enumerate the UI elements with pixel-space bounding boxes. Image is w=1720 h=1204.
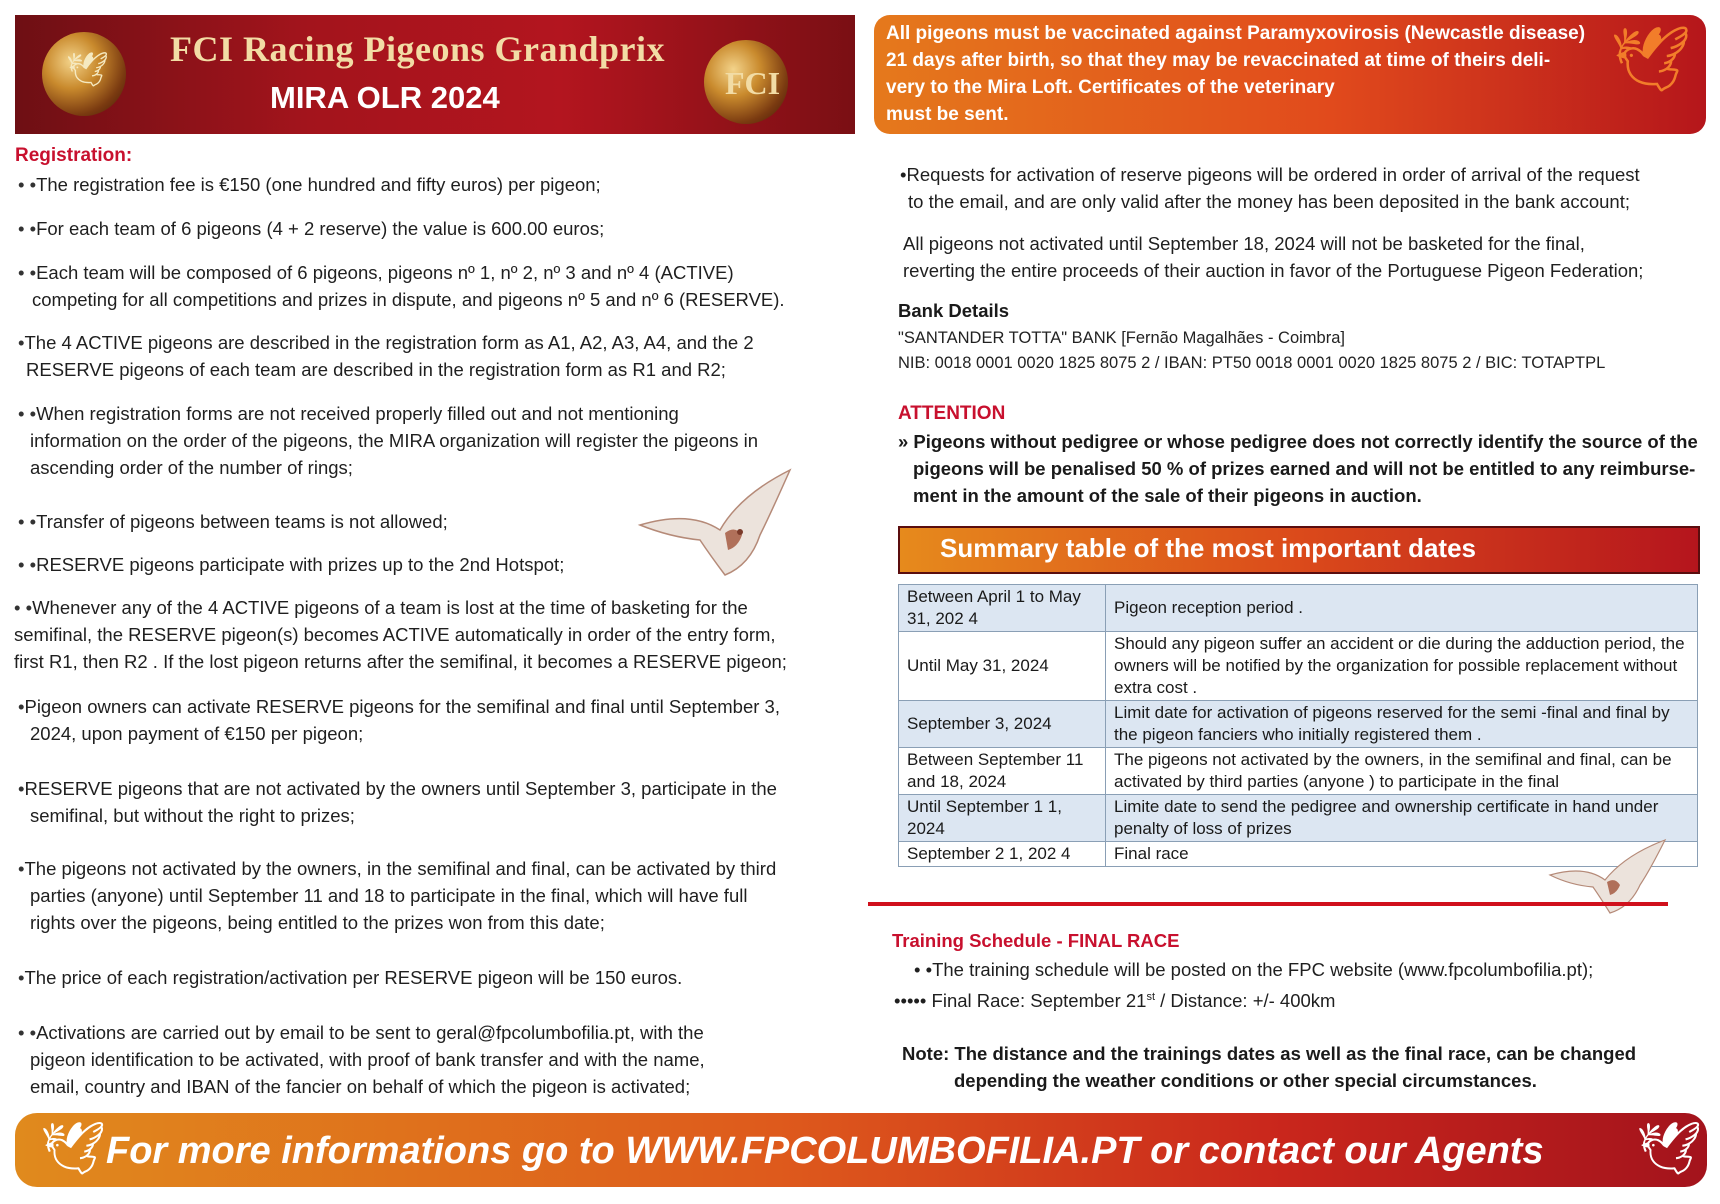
doves-icon: 🕊 [1610, 23, 1692, 95]
reg-item-7: • •RESERVE pigeons participate with prizes up to the 2nd Hotspot; [18, 554, 565, 575]
dove-left-icon: 🕊 [40, 1120, 107, 1178]
date-cell: Until May 31, 2024 [899, 632, 1106, 701]
bank-name: "SANTANDER TOTTA" BANK [Fernão Magalhães - Coimbra] [898, 329, 1345, 347]
not-activated-paragraph: All pigeons not activated until September 18, 2024 will not be basketed for the final, reverting the entire proceeds of their auction in favor of the Portuguese Pigeon Federation; [903, 233, 1644, 281]
date-cell: September 2 1, 202 4 [899, 842, 1106, 867]
dates-table [898, 584, 1698, 867]
desc-cell: Limit date for activation of pigeons reserved for the semi -final and final by the pigeon fanciers who initially registered them . [1106, 701, 1698, 748]
reg-item-3: • •Each team will be composed of 6 pigeons, pigeons nº 1, nº 2, nº 3 and nº 4 (ACTIVE) competing for all competitions and prizes in dispute, and pigeons nº 5 and nº 6 (RESERVE). [18, 262, 785, 310]
reg-item-4: •The 4 ACTIVE pigeons are described in the registration form as A1, A2, A3, A4, and the 2 RESERVE pigeons of each team are described in the registration form as R1 and R2; [18, 332, 754, 380]
banner-subtitle: MIRA OLR 2024 [270, 80, 500, 115]
flying-pigeon-illustration [630, 455, 830, 585]
desc-cell: The pigeons not activated by the owners, in the semifinal and final, can be activated by third parties (anyone ) to participate in the final [1106, 748, 1698, 795]
dove-icon: 🕊 [66, 51, 110, 89]
registration-title: Registration: [15, 145, 133, 166]
table-row [899, 632, 1698, 701]
attention-title: ATTENTION [898, 403, 1006, 424]
date-cell: Between September 11 and 18, 2024 [899, 748, 1106, 795]
reg-item-12: •The price of each registration/activation per RESERVE pigeon will be 150 euros. [18, 967, 683, 988]
training-item-1: • •The training schedule will be posted on the FPC website (www.fpcolumbofilia.pt); [914, 959, 1594, 980]
date-cell: Between April 1 to May 31, 202 4 [899, 585, 1106, 632]
reg-item-5: • •When registration forms are not received properly filled out and not mentioning information on the order of the pigeons, the MIRA organization will register the pigeons in ascending order of the number of rings; [18, 403, 759, 478]
banner-title: FCI Racing Pigeons Grandprix [170, 29, 666, 69]
desc-cell: Should any pigeon suffer an accident or die during the adduction period, the owners will be notified by the organization for possible replacement without extra cost . [1106, 632, 1698, 701]
fci-logo: FCI [725, 65, 781, 101]
reg-item-13: • •Activations are carried out by email to be sent to geral@fpcolumbofilia.pt, with the pigeon identification to be activated, with proof of bank transfer and with the name, email, country and IBAN of the fancier on behalf of which the pigeon is activated; [18, 1022, 705, 1097]
note-text: Note: The distance and the trainings dates as well as the final race, can be changed depending the weather conditions or other special circumstances. [902, 1043, 1637, 1091]
divider-line [868, 902, 1668, 906]
attention-text: » Pigeons without pedigree or whose pedigree does not correctly identify the source of the pigeons will be penalised 50 % of prizes earned and will not be entitled to any reimburse- ment in the amount of the sale of their pigeons in auction. [898, 431, 1698, 506]
table-row [899, 585, 1698, 632]
vaccination-text: All pigeons must be vaccinated against Paramyxovirosis (Newcastle disease) 21 days after birth, so that they may be revaccinated at time of theirs deli- very to the Mira Loft. Certificates of the veterinary must be sent. [886, 23, 1586, 125]
reg-item-9: •Pigeon owners can activate RESERVE pigeons for the semifinal and final until September 3, 2024, upon payment of €150 per pigeon; [18, 696, 780, 744]
summary-title: Summary table of the most important dates [940, 533, 1476, 563]
date-cell: September 3, 2024 [899, 701, 1106, 748]
requests-paragraph: •Requests for activation of reserve pigeons will be ordered in order of arrival of the request to the email, and are only valid after the money has been deposited in the bank account; [900, 164, 1640, 212]
desc-cell: Pigeon reception period . [1106, 585, 1698, 632]
reg-item-10: •RESERVE pigeons that are not activated by the owners until September 3, participate in the semifinal, but without the right to prizes; [18, 778, 777, 826]
training-item-2: ••••• Final Race: September 21st / Distance: +/- 400km [894, 990, 1336, 1012]
reg-item-8: • •Whenever any of the 4 ACTIVE pigeons of a team is lost at the time of basketing for the semifinal, the RESERVE pigeon(s) becomes ACTIVE automatically in order of the entry form, first R1, then R2 . If the lost pigeon returns after the semifinal, it becomes a RESERVE pigeon; [14, 597, 787, 672]
desc-cell: Final race [1106, 842, 1698, 867]
reg-item-1: • •The registration fee is €150 (one hundred and fifty euros) per pigeon; [18, 174, 601, 195]
bank-details-title: Bank Details [898, 300, 1010, 321]
table-row [899, 701, 1698, 748]
bank-numbers: NIB: 0018 0001 0020 1825 8075 2 / IBAN: PT50 0018 0001 0020 1825 8075 2 / BIC: TOTAPTPL [898, 354, 1606, 372]
reg-item-2: • •For each team of 6 pigeons (4 + 2 reserve) the value is 600.00 euros; [18, 218, 605, 239]
desc-cell: Limite date to send the pedigree and ownership certificate in hand under penalty of loss of prizes [1106, 795, 1698, 842]
footer-text[interactable]: For more informations go to WWW.FPCOLUMBOFILIA.PT or contact our Agents [106, 1130, 1544, 1172]
table-row [899, 748, 1698, 795]
date-cell: Until September 1 1, 2024 [899, 795, 1106, 842]
reg-item-6: • •Transfer of pigeons between teams is not allowed; [18, 511, 448, 532]
reg-item-11: •The pigeons not activated by the owners, in the semifinal and final, can be activated by third parties (anyone) until September 11 and 18 to participate in the final, which will have full rights over the pigeons, being entitled to the prizes won from this date; [18, 858, 777, 933]
training-title: Training Schedule - FINAL RACE [892, 930, 1180, 951]
dove-right-icon: 🕊 [1636, 1120, 1703, 1178]
